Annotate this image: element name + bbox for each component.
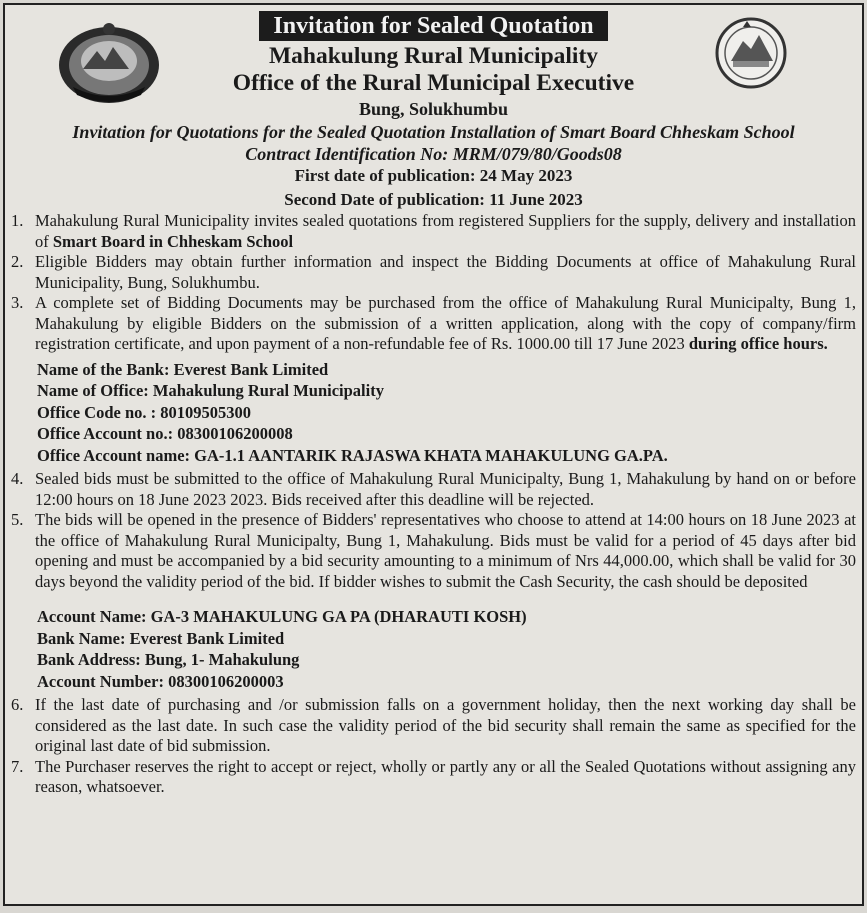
contract-id: Contract Identification No: MRM/079/80/Goods08 <box>245 144 622 164</box>
nepal-government-emblem-icon <box>53 17 165 105</box>
notice-body <box>5 211 862 798</box>
office-account-name-line: Office Account name: GA-1.1 AANTARIK RAJASWA KHATA MAHAKULUNG GA.PA. <box>37 445 668 465</box>
bank-name-line: Name of the Bank: Everest Bank Limited <box>37 359 329 379</box>
bank-details <box>5 359 856 467</box>
organization-name: Mahakulung Rural Municipality <box>268 43 599 69</box>
office-code-line: Office Code no. : 80109505300 <box>37 402 252 422</box>
list-item: 3. A complete set of Bidding Documents may be purchased from the office of Mahakulung Rural Municipalty, Bung 1, Mahakulung by eligible Bidders on the submission of a written application, along with the copy of company/firm registration certificate, and upon payment of a non-refundable fee of Rs. 1000.00 till 17 June 2023 during office hours. <box>11 293 856 353</box>
notice-page <box>3 3 864 906</box>
deposit-account-details <box>5 606 856 692</box>
second-publication-date: Second Date of publication: 11 June 2023 <box>284 190 583 209</box>
list-item: 7. The Purchaser reserves the right to accept or reject, wholly or partly any or all the Sealed Quotations without assigning any reason, whatsoever. <box>11 756 856 796</box>
list-item: 2. Eligible Bidders may obtain further information and inspect the Bidding Documents at office of Mahakulung Rural Municipality, Bung, Solukhumbu. <box>11 252 856 292</box>
office-account-no-line: Office Account no.: 08300106200008 <box>37 424 293 443</box>
municipality-seal-icon <box>703 17 799 89</box>
list-item: 5. The bids will be opened in the presence of Bidders' representatives who choose to attend at 14:00 hours on 18 June 2023 at the office of Mahakulung Rural Municipalty, Bung 1, Mahakulung. Bids must be valid for a period of 45 days after bid opening and must be accompanied by a bid security amounting to a minimum of Nrs 44,000.00, which shall be valid for 30 days beyond the validity period of the bid. If bidder wishes to submit the Cash Security, the cash should be deposited <box>11 510 856 591</box>
list-item: 4. Sealed bids must be submitted to the office of Mahakulung Rural Municipalty, Bung 1, Mahakulung by hand on or before 12:00 hours on 18 June 2023 2023. Bids received after this deadline will be rejected. <box>11 469 856 509</box>
deposit-bank-name-line: Bank Name: Everest Bank Limited <box>37 628 285 648</box>
deposit-bank-address-line: Bank Address: Bung, 1- Mahakulung <box>37 650 300 669</box>
deposit-account-number-line: Account Number: 08300106200003 <box>37 671 284 691</box>
deposit-account-name-line: Account Name: GA-3 MAHAKULUNG GA PA (DHARAUTI KOSH) <box>37 607 527 626</box>
first-publication-date: First date of publication: 24 May 2023 <box>294 166 573 185</box>
notice-subject: Invitation for Quotations for the Sealed Quotation Installation of Smart Board Chheskam School <box>72 122 795 142</box>
list-item: 1. Mahakulung Rural Municipality invites sealed quotations from registered Suppliers for the supply, delivery and installation of Smart Board in Chheskam School <box>11 211 856 251</box>
notice-banner: Invitation for Sealed Quotation <box>259 11 607 41</box>
list-item: 6. If the last date of purchasing and /or submission falls on a government holiday, then the next working day shall be considered as the last date. In such case the validity period of the bid security shall remain the same as specified for the original last date of bid submission. <box>11 695 856 755</box>
office-name: Office of the Rural Municipal Executive <box>232 70 635 96</box>
office-location: Bung, Solukhumbu <box>358 99 509 119</box>
office-name-line: Name of Office: Mahakulung Rural Municipality <box>37 381 384 400</box>
